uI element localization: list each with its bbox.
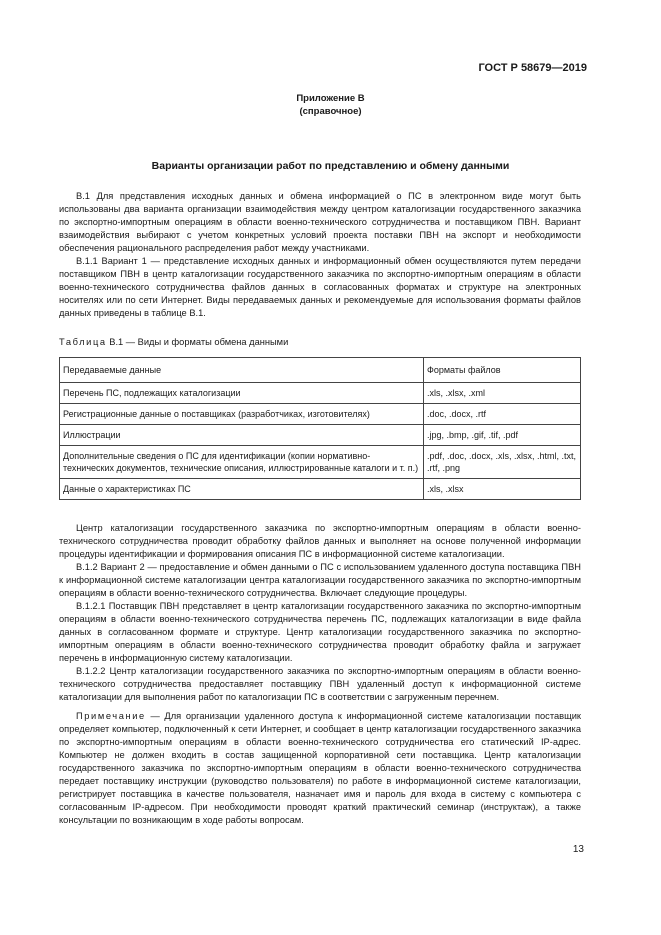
column-header: Форматы файлов	[424, 358, 581, 383]
table-cell: Перечень ПС, подлежащих каталогизации	[60, 383, 424, 404]
paragraph: В.1.2.2 Центр каталогизации государственного заказчика по экспортно-импортным операциям в области военно-технического сотрудничества предоставляет поставщику ПВН удаленный доступ к информационной системе каталогизации для выполнения работ по каталогизации ПС в соответствии с загруженным перечнем.	[59, 666, 581, 702]
table-caption-prefix: Таблица	[59, 337, 107, 347]
note-paragraph	[59, 710, 581, 827]
paragraph: Центр каталогизации государственного заказчика по экспортно-импортным операциям в области военно-технического сотрудничества проводит обработку файлов данных и выполняет на основе полученной информации процедуры идентификации и формирования описания ПС в информационной системе каталогизации.	[59, 523, 581, 559]
column-header: Передаваемые данные	[60, 358, 424, 383]
paragraph: В.1 Для представления исходных данных и обмена информацией о ПС в электронном виде могут быть использованы два варианта организации взаимодействия между центром каталогизации государственного заказчика по экспортно-импортным операциям в области военно-технического сотрудничества и поставщиком ПВН. Вариант взаимодействия выбирают с учетом конкретных условий проекта поставки ПВН на экспорт и необходимости обеспечения рационального распределения работ между участниками.	[59, 191, 581, 253]
table-cell: Данные о характеристиках ПС	[60, 479, 424, 500]
table-row	[60, 383, 581, 404]
appendix-title: Приложение В	[296, 93, 365, 104]
paragraph: В.1.2 Вариант 2 — предоставление и обмен данными о ПС с использованием удаленного доступа поставщика ПВН к информационной системе каталогизации центра каталогизации государственного заказчика по экспортно-импортным операциям в области военно-технического сотрудничества. Включает следующие процедуры.	[59, 562, 581, 598]
table-row	[60, 404, 581, 425]
table-cell: .pdf, .doc, .docx, .xls, .xlsx, .html, .txt, .rtf, .png	[424, 446, 581, 479]
page-number: 13	[572, 844, 584, 855]
table-cell: .jpg, .bmp, .gif, .tif, .pdf	[424, 425, 581, 446]
intro-text	[59, 190, 581, 320]
appendix-subtitle: (справочное)	[299, 106, 362, 117]
formats-table	[59, 357, 581, 500]
document-code: ГОСТ Р 58679—2019	[478, 62, 587, 74]
note-label: Примечание	[76, 711, 146, 721]
table-cell: .xls, .xlsx	[424, 479, 581, 500]
section-title: Варианты организации работ по представлению и обмену данными	[151, 160, 510, 172]
table-row	[60, 446, 581, 479]
table-cell: .doc, .docx, .rtf	[424, 404, 581, 425]
table-cell: Регистрационные данные о поставщиках (разработчиках, изготовителях)	[60, 404, 424, 425]
paragraph: В.1.1 Вариант 1 — представление исходных данных и информационный обмен осуществляются путем передачи поставщиком ПВН в центр каталогизации государственного заказчика по экспортно-импортным операциям в области военно-технического сотрудничества файлов данных в согласованных форматах и структуре на электронных носителях или по сети Интернет. Виды передаваемых данных и рекомендуемые для использования форматы файлов данных приведены в таблице В.1.	[59, 256, 581, 318]
table-caption-text: В.1 — Виды и форматы обмена данными	[109, 337, 289, 347]
table-cell: Иллюстрации	[60, 425, 424, 446]
table-cell: .xls, .xlsx, .xml	[424, 383, 581, 404]
main-text	[59, 522, 581, 827]
table-row	[60, 479, 581, 500]
table-row	[60, 425, 581, 446]
paragraph: В.1.2.1 Поставщик ПВН представляет в центр каталогизации государственного заказчика по экспортно-импортным операциям в области военно-технического сотрудничества перечень ПС, подлежащих каталогизации в виде файла данных в согласованном формате и структуре. Центр каталогизации государственного заказчика по экспортно-импортным операциям в области военно-технического сотрудничества проводит обработку файла и загружает перечень в информационную систему каталогизации.	[59, 601, 581, 663]
appendix-heading	[0, 92, 661, 118]
table-header-row	[60, 358, 581, 383]
table-cell: Дополнительные сведения о ПС для идентификации (копии нормативно-технических документов, технические описания, иллюстрированные каталоги и т. п.)	[60, 446, 424, 479]
note-text: — Для организации удаленного доступа к информационной системе каталогизации поставщик определяет компьютер, подключенный к сети Интернет, и сообщает в центр каталогизации государственного заказчика по экспортно-импортным операциям в области военно-технического сотрудничества его статический IP-адрес. Компьютер не должен входить в состав защищенной корпоративной сети поставщика. Центр каталогизации государственного заказчика по экспортно-импортным операциям в области военно-технического сотрудничества передает поставщику инструкции (руководство пользователя) по работе в информационной системе каталогизации, регистрирует поставщика в качестве пользователя, назначает имя и пароль для входа в систему с компьютера с согласованным IP-адресом. При необходимости проводят краткий практический семинар (инструктаж), а также консультации по возникающим в ходе работы вопросам.	[59, 711, 581, 825]
table-caption	[59, 336, 288, 349]
